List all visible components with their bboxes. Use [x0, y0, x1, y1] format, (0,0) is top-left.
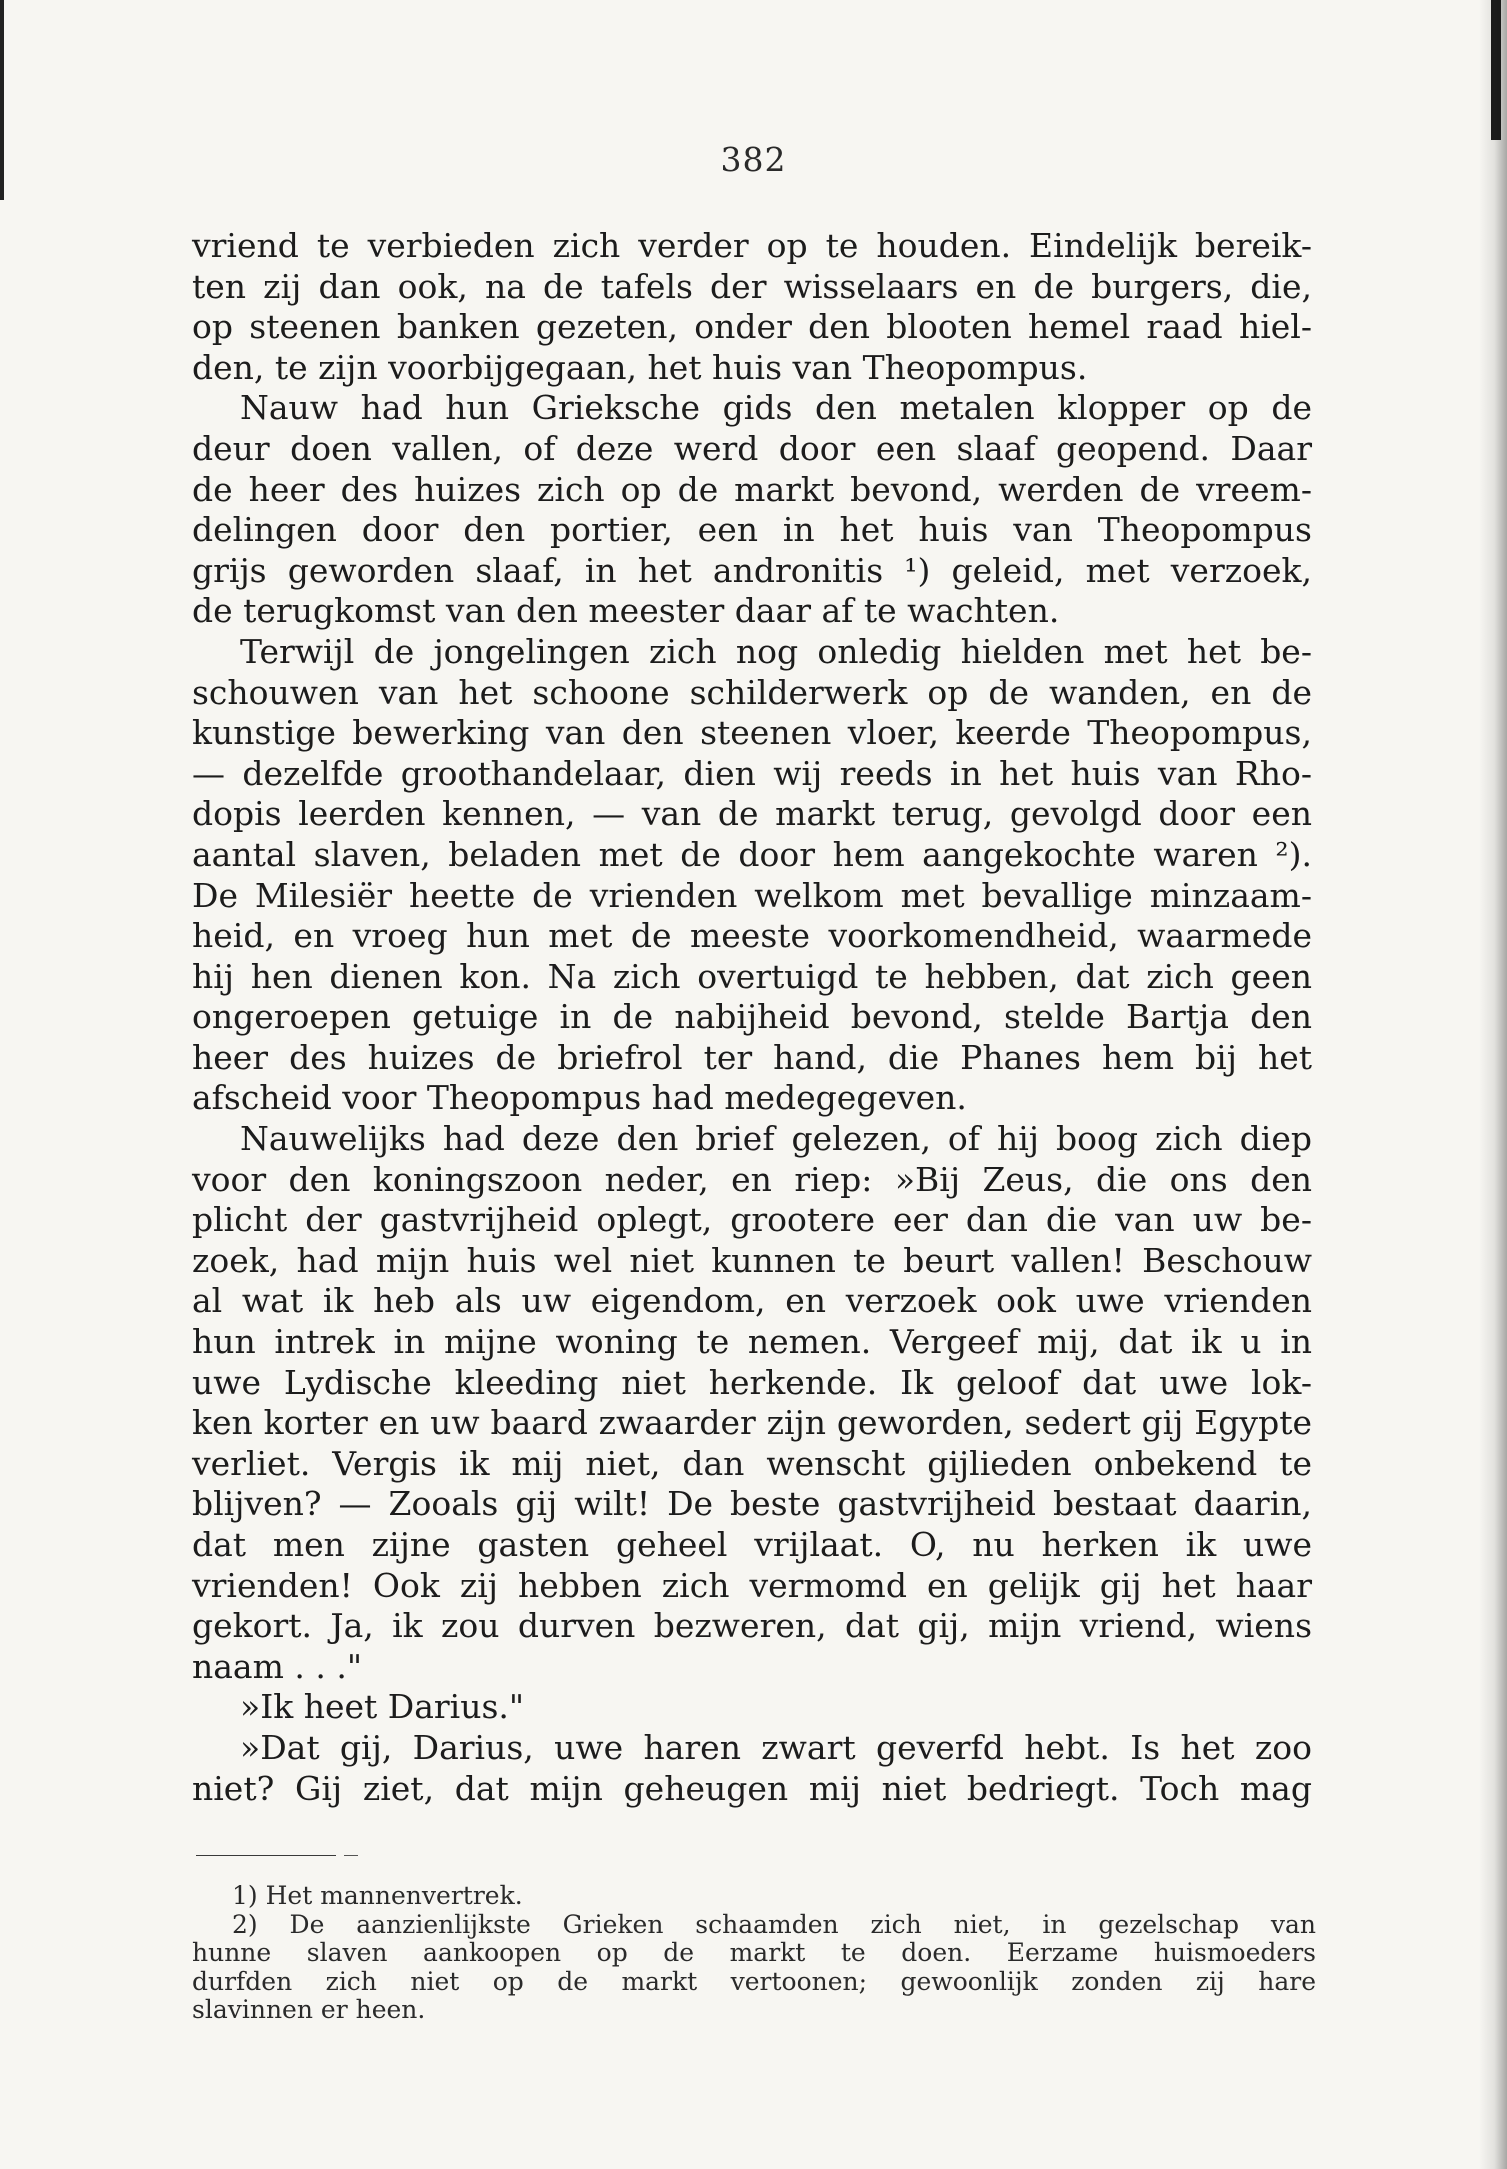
paragraph-start: Terwijl de jongelingen zich nog onledig hielden met het be- [240, 631, 1312, 671]
body-line: zoek, had mijn huis wel niet kunnen te beurt vallen! Beschouw [192, 1240, 1312, 1280]
body-line: den, te zijn voorbijgegaan, het huis van Theopompus. [192, 347, 1088, 387]
footnote-line: durfden zich niet op de markt vertoonen; gewoonlijk zonden zij hare [192, 1966, 1316, 1996]
body-line: ongeroepen getuige in de nabijheid bevond, stelde Bartja den [192, 997, 1312, 1037]
body-line: uwe Lydische kleeding niet herkende. Ik geloof dat uwe lok- [192, 1362, 1312, 1402]
body-line: — dezelfde groothandelaar, dien wij reeds in het huis van Rho- [192, 753, 1312, 793]
footnote-line: slavinnen er heen. [192, 1995, 426, 2024]
body-line: dat men zijne gasten geheel vrijlaat. O, nu herken ik uwe [192, 1525, 1312, 1564]
body-line: aantal slaven, beladen met de door hem aangekochte waren ²). [192, 834, 1312, 874]
body-line: vrienden! Ook zij hebben zich vermomd en gelijk gij het haar [192, 1565, 1312, 1605]
body-line: gekort. Ja, ik zou durven bezweren, dat gij, mijn vriend, wiens [192, 1606, 1312, 1646]
body-line: niet? Gij ziet, dat mijn geheugen mij niet bedriegt. Toch mag [192, 1768, 1312, 1808]
dialogue-line: »Dat gij, Darius, uwe haren zwart geverfd hebt. Is het zoo [240, 1727, 1312, 1767]
body-line: naam . . ." [192, 1646, 363, 1686]
footnote-line: hunne slaven aankoopen op de markt te doen. Eerzame huismoeders [192, 1938, 1316, 1967]
dialogue-line: »Ik heet Darius." [240, 1687, 525, 1727]
body-line: verliet. Vergis ik mij niet, dan wenscht gijlieden onbekend te [192, 1443, 1312, 1483]
paragraph-start: Nauwelijks had deze den brief gelezen, of hij boog zich diep [240, 1119, 1312, 1159]
body-line: schouwen van het schoone schilderwerk op de wanden, en de [192, 672, 1312, 712]
body-line: delingen door den portier, een in het huis van Theopompus [192, 510, 1312, 550]
body-line: dopis leerden kennen, — van de markt terug, gevolgd door een [192, 794, 1312, 834]
paragraph-start: Nauw had hun Grieksche gids den metalen klopper op de [240, 388, 1312, 428]
body-line: afscheid voor Theopompus had medegegeven. [192, 1078, 967, 1118]
footnote-separator [196, 1855, 336, 1856]
body-line: heer des huizes de briefrol ter hand, die Phanes hem bij het [192, 1037, 1312, 1077]
body-line: voor den koningszoon neder, en riep: »Bij Zeus, die ons den [192, 1159, 1312, 1199]
body-line: vriend te verbieden zich verder op te houden. Eindelijk bereik- [192, 226, 1312, 265]
body-line: grijs geworden slaaf, in het andronitis ¹) geleid, met verzoek, [192, 550, 1312, 590]
body-line: ken korter en uw baard zwaarder zijn geworden, sedert gij Egypte [192, 1403, 1312, 1443]
body-line: blijven? — Zooals gij wilt! De beste gastvrijheid bestaat daarin, [192, 1484, 1312, 1524]
body-line: kunstige bewerking van den steenen vloer, keerde Theopompus, [192, 713, 1312, 753]
footnotes [192, 1882, 1316, 2025]
body-line: ten zij dan ook, na de tafels der wisselaars en de burgers, die, [192, 266, 1312, 306]
body-line: hun intrek in mijne woning te nemen. Vergeef mij, dat ik u in [192, 1322, 1312, 1362]
footnote-separator-tail [344, 1855, 358, 1856]
body-line: deur doen vallen, of deze werd door een slaaf geopend. Daar [192, 428, 1312, 468]
body-line: hij hen dienen kon. Na zich overtuigd te hebben, dat zich geen [192, 956, 1312, 996]
body-line: plicht der gastvrijheid oplegt, grootere eer dan die van uw be- [192, 1200, 1312, 1240]
page-number: 382 [720, 140, 787, 179]
page-edge-shadow [1479, 0, 1507, 2169]
body-line: al wat ik heb als uw eigendom, en verzoek ook uwe vrienden [192, 1281, 1312, 1321]
body-line: heid, en vroeg hun met de meeste voorkomendheid, waarmede [192, 916, 1312, 956]
body-line: De Milesiër heette de vrienden welkom met bevallige minzaam- [192, 875, 1312, 915]
body-text [192, 226, 1312, 1809]
body-line: op steenen banken gezeten, onder den blooten hemel raad hiel- [192, 307, 1312, 347]
footnote-2: 2) De aanzienlijkste Grieken schaamden zich niet, in gezelschap van [232, 1909, 1316, 1939]
footnote-1: 1) Het mannenvertrek. [232, 1881, 523, 1910]
body-line: de terugkomst van den meester daar af te wachten. [192, 591, 1060, 631]
body-line: de heer des huizes zich op de markt bevond, werden de vreem- [192, 469, 1312, 509]
